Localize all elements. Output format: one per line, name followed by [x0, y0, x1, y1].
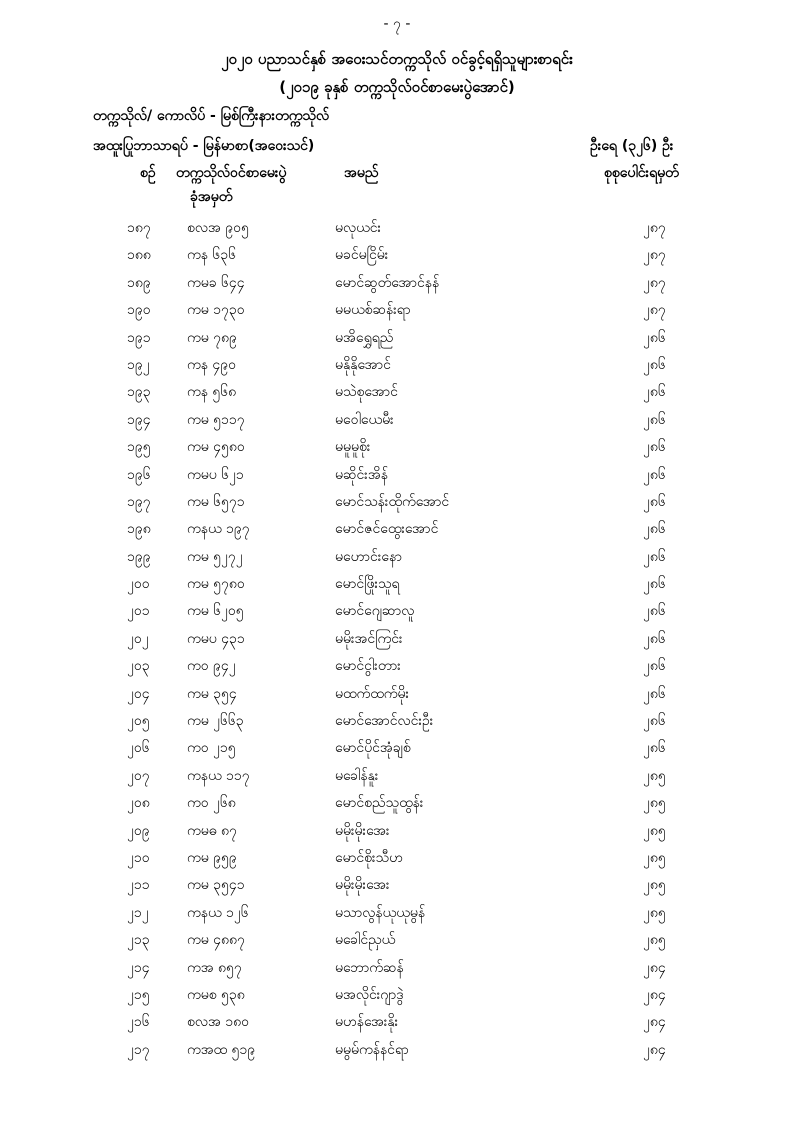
roll-number: ကန ၄၉၀ [187, 356, 237, 373]
student-name: မမယစ်ဆန်းရာ [335, 302, 411, 319]
table-row [0, 574, 794, 601]
roll-number: ကဝ ၉၄၂ [187, 658, 236, 675]
total-marks: ၂၈၆ [643, 521, 666, 538]
student-name: မဆိုင်းအိန် [335, 466, 388, 483]
header-total-marks: စုစုပေါင်းရမှတ် [604, 165, 679, 181]
roll-number: ကမ ၃၅၄ [187, 685, 237, 702]
student-name: မမူမူစိုး [335, 439, 371, 456]
row-number: ၁၉၄ [127, 411, 151, 428]
header-no: စဉ် [140, 165, 156, 181]
table-row [0, 1040, 794, 1067]
total-marks: ၂၈၇ [643, 274, 666, 291]
table-row [0, 382, 794, 409]
roll-number: ကမ ၄၈၈၇ [187, 932, 245, 949]
table-row [0, 547, 794, 574]
student-name: မခေါင်ညှယ် [335, 932, 396, 949]
table-row [0, 848, 794, 875]
table-row [0, 656, 794, 683]
row-number: ၂၀၈ [127, 795, 150, 812]
table-row [0, 410, 794, 437]
row-number: ၁၈၈ [127, 247, 151, 264]
row-number: ၁၉၂ [127, 356, 150, 373]
roll-number: ကမပ ၆၂၁ [187, 466, 244, 483]
row-number: ၂၁၄ [127, 959, 150, 976]
total-marks: ၂၈၄ [643, 986, 666, 1003]
table-row [0, 821, 794, 848]
roll-number: ကမ ၅၇၈၀ [187, 576, 245, 593]
total-count: ဦးရေ (၃၂၆) ဦး [590, 138, 674, 154]
student-name: မမိုးမိုးအေး [335, 822, 390, 839]
row-number: ၂၀၄ [127, 685, 150, 702]
student-name: မဟန်အေးနိုး [335, 1014, 399, 1031]
row-number: ၂၁၁ [127, 877, 150, 894]
table-row [0, 218, 794, 245]
row-number: ၁၈၉ [127, 274, 151, 291]
row-number: ၂၀၀ [127, 576, 150, 593]
student-name: မဟောင်းနော [335, 548, 402, 565]
table-row [0, 629, 794, 656]
roll-number: စလအ ၉၀၅ [187, 220, 249, 236]
student-name: မခင်မငြိမ်း [335, 247, 389, 264]
student-name: မခေါန်နူး [335, 767, 379, 784]
row-number: ၂၀၂ [127, 630, 149, 647]
student-name: မောင်အောင်လင်းဦး [335, 713, 434, 730]
row-number: ၁၉၀ [127, 302, 151, 319]
row-number: ၂၀၉ [127, 822, 150, 839]
roll-number: ကနယ ၁၁၇ [187, 767, 250, 784]
row-number: ၁၉၈ [127, 521, 151, 538]
table-row [0, 437, 794, 464]
table-row [0, 738, 794, 765]
student-name: မောင်စိုးသီဟ [335, 849, 403, 866]
row-number: ၂၀၇ [127, 767, 150, 784]
student-name: မမွမ်ကန်နင်ရာ [335, 1041, 409, 1058]
page-number: - ၇ - [383, 16, 411, 32]
roll-number: ကမခ ၆၄၄ [187, 274, 245, 291]
roll-number: ကမ ၅၁၁၇ [187, 411, 245, 428]
roll-number: ကမ ၁၇၃၀ [187, 302, 245, 319]
roll-number: ကမ ၂၆၆၃ [187, 713, 244, 730]
total-marks: ၂၈၅ [643, 849, 666, 866]
table-row [0, 465, 794, 492]
total-marks: ၂၈၆ [643, 411, 666, 428]
total-marks: ၂၈၅ [643, 904, 666, 921]
header-name: အမည် [344, 165, 379, 181]
table-row [0, 300, 794, 327]
row-number: ၂၁၃ [127, 932, 150, 949]
total-marks: ၂၈၅ [643, 767, 666, 784]
row-number: ၂၁၇ [127, 1041, 150, 1058]
total-marks: ၂၈၇ [643, 302, 666, 319]
roll-number: ကမ ၄၅၈၀ [187, 439, 245, 456]
table-row [0, 1012, 794, 1039]
row-number: ၁၉၁ [127, 329, 151, 346]
row-number: ၂၀၁ [127, 603, 150, 620]
student-name: မဘောက်ဆန် [335, 959, 404, 976]
roll-number: ကနယ ၁၉၇ [187, 521, 250, 538]
total-marks: ၂၈၇ [643, 247, 666, 264]
header-roll-number: တက္ကသိုလ်ဝင်စာမေးပွဲ [176, 165, 287, 181]
university-line: တက္ကသိုလ်/ ကောလိပ် - မြစ်ကြီးနားတက္ကသိုလ် [93, 108, 330, 124]
student-name: မမိုးမိုးအေး [335, 877, 390, 894]
row-number: ၂၁၂ [127, 904, 149, 921]
student-name: မသဲစုအောင် [335, 384, 398, 401]
total-marks: ၂၈၆ [643, 685, 666, 702]
total-marks: ၂၈၆ [643, 548, 666, 565]
total-marks: ၂၈၅ [643, 822, 666, 839]
row-number: ၂၁၀ [127, 849, 150, 866]
student-name: မောင်ဇင်ထွေးအောင် [335, 521, 439, 538]
table-row [0, 245, 794, 272]
total-marks: ၂၈၆ [643, 466, 666, 483]
row-number: ၂၀၆ [127, 740, 150, 757]
table-row [0, 601, 794, 628]
student-name: မောင်သန်းထိုက်အောင် [335, 493, 450, 510]
student-name: မောင်ဂျေဆာလူ [335, 603, 415, 620]
total-marks: ၂၈၅ [643, 877, 666, 894]
roll-number: ကမ ၆၂၀၅ [187, 603, 244, 620]
student-name: မမိုးအင်ကြင်း [335, 630, 403, 647]
total-marks: ၂၈၆ [643, 576, 666, 593]
row-number: ၁၉၃ [127, 384, 151, 401]
roll-number: ကမ ၆၅၇၁ [187, 493, 245, 510]
total-marks: ၂၈၆ [643, 713, 666, 730]
total-marks: ၂၈၄ [643, 959, 666, 976]
student-list [0, 218, 794, 1067]
total-marks: ၂၈၆ [643, 493, 666, 510]
table-row [0, 958, 794, 985]
roll-number: ကမ ၉၅၉ [187, 849, 237, 866]
table-row [0, 985, 794, 1012]
student-name: မောင်ငွါးတား [335, 658, 401, 675]
student-name: မလုယင်း [335, 220, 382, 236]
row-number: ၁၉၉ [127, 548, 151, 565]
document-title: ၂၀၂၀ ပညာသင်နှစ် အဝေးသင်တက္ကသိုလ် ဝင်ခွင့်ရရှိသူများစာရင်း [221, 50, 573, 68]
roll-number: ကန ၆၃၆ [187, 247, 237, 264]
student-name: မောင်ပိုင်အုံချစ် [335, 740, 411, 757]
row-number: ၂၁၅ [127, 986, 150, 1003]
table-row [0, 273, 794, 300]
roll-number: ကမ ၇၈၉ [187, 329, 237, 346]
total-marks: ၂၈၇ [643, 220, 666, 236]
roll-number: စလအ ၁၈၀ [187, 1014, 250, 1031]
table-row [0, 492, 794, 519]
total-marks: ၂၈၆ [643, 384, 666, 401]
table-row [0, 930, 794, 957]
table-row [0, 766, 794, 793]
total-marks: ၂၈၆ [643, 329, 666, 346]
major-line: အထူးပြုဘာသာရပ် - မြန်မာစာ(အဝေးသင်) [93, 138, 315, 154]
table-row [0, 711, 794, 738]
roll-number: ကမ ၃၅၄၁ [187, 877, 245, 894]
roll-number: ကအထ ၅၁၉ [187, 1041, 256, 1058]
student-name: မောင်စည်သူထွန်း [335, 795, 424, 812]
row-number: ၁၉၅ [127, 439, 151, 456]
row-number: ၁၉၆ [127, 466, 151, 483]
row-number: ၂၁၆ [127, 1014, 150, 1031]
roll-number: ကမပ ၄၃၁ [187, 630, 245, 647]
total-marks: ၂၈၄ [643, 1041, 666, 1058]
table-row [0, 355, 794, 382]
student-name: မသာလွန်ယုယုမွန် [335, 904, 426, 921]
roll-number: ကမစ ၅၃၈ [187, 986, 245, 1003]
total-marks: ၂၈၆ [643, 740, 666, 757]
student-name: မောင်ဖြိုးသူရ [335, 576, 400, 593]
row-number: ၂၀၅ [127, 713, 150, 730]
total-marks: ၂၈၄ [643, 1014, 666, 1031]
roll-number: ကဝ ၂၆၈ [187, 795, 236, 812]
header-roll-number-line2: ခုံအမှတ် [190, 189, 233, 205]
roll-number: ကဝ ၂၁၅ [187, 740, 236, 757]
roll-number: ကမဓ ၈၇ [187, 822, 237, 839]
document-subtitle: (၂၀၁၉ ခုနှစ် တက္ကသိုလ်ဝင်စာမေးပွဲအောင်) [279, 78, 515, 96]
roll-number: ကန ၅၆၈ [187, 384, 237, 401]
table-row [0, 328, 794, 355]
student-name: မဝေါယေမီး [335, 411, 394, 428]
total-marks: ၂၈၅ [643, 932, 666, 949]
total-marks: ၂၈၅ [643, 795, 666, 812]
table-row [0, 519, 794, 546]
total-marks: ၂၈၆ [643, 356, 666, 373]
roll-number: ကမ ၅၂၇၂ [187, 548, 243, 565]
student-name: မနိုနိုအောင် [335, 356, 391, 373]
student-name: မအိရွှေရည် [335, 329, 394, 346]
row-number: ၁၈၇ [127, 220, 151, 236]
table-row [0, 793, 794, 820]
roll-number: ကအ ၈၅၇ [187, 959, 242, 976]
student-name: မထက်ထက်မိုး [335, 685, 410, 702]
row-number: ၂၀၃ [127, 658, 150, 675]
student-name: မအလိုင်းဂျာဒွဲ [335, 986, 404, 1003]
total-marks: ၂၈၆ [643, 658, 666, 675]
total-marks: ၂၈၆ [643, 603, 666, 620]
total-marks: ၂၈၆ [643, 630, 666, 647]
row-number: ၁၉၇ [127, 493, 151, 510]
table-row [0, 684, 794, 711]
total-marks: ၂၈၆ [643, 439, 666, 456]
roll-number: ကနယ ၁၂၆ [187, 904, 249, 921]
table-row [0, 903, 794, 930]
table-row [0, 875, 794, 902]
student-name: မောင်ဆွတ်အောင်နန် [335, 274, 440, 291]
